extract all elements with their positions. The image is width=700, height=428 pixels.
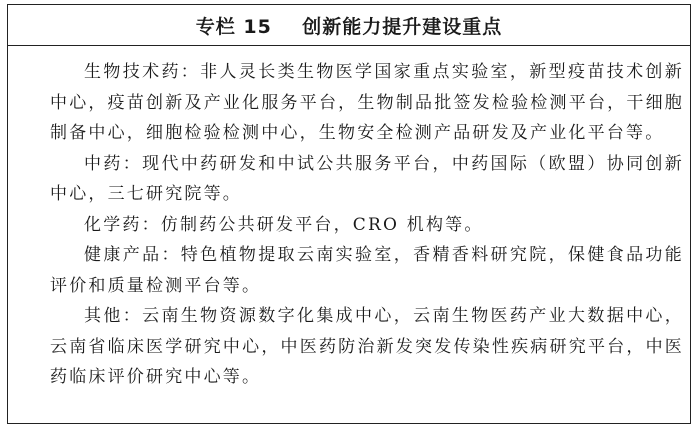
paragraph-traditional-chinese-medicine: 中药：现代中药研发和中试公共服务平台，中药国际（欧盟）协同创新中心，三七研究院等。: [50, 153, 684, 204]
box-content: [50, 57, 684, 393]
feature-box: [7, 4, 691, 424]
paragraph-chemical-drugs: 化学药：仿制药公共研发平台，CRO 机构等。: [84, 214, 484, 235]
box-title: 专栏 15 创新能力提升建设重点: [195, 15, 503, 38]
paragraph-others: 其他：云南生物资源数字化集成中心，云南生物医药产业大数据中心，云南省临床医学研究中心，中医药防治新发突发传染性疾病研究平台，中医药临床评价研究中心等。: [50, 306, 684, 387]
paragraph-health-products: 健康产品：特色植物提取云南实验室，香精香料研究院，保健食品功能评价和质量检测平台等。: [50, 245, 684, 296]
paragraph-biotech-drugs: 生物技术药：非人灵长类生物医学国家重点实验室，新型疫苗技术创新中心，疫苗创新及产业化服务平台，生物制品批签发检验检测平台，干细胞制备中心，细胞检验检测中心，生物安全检测产品研发及产业化平台等。: [50, 62, 684, 143]
box-header: [8, 5, 690, 46]
